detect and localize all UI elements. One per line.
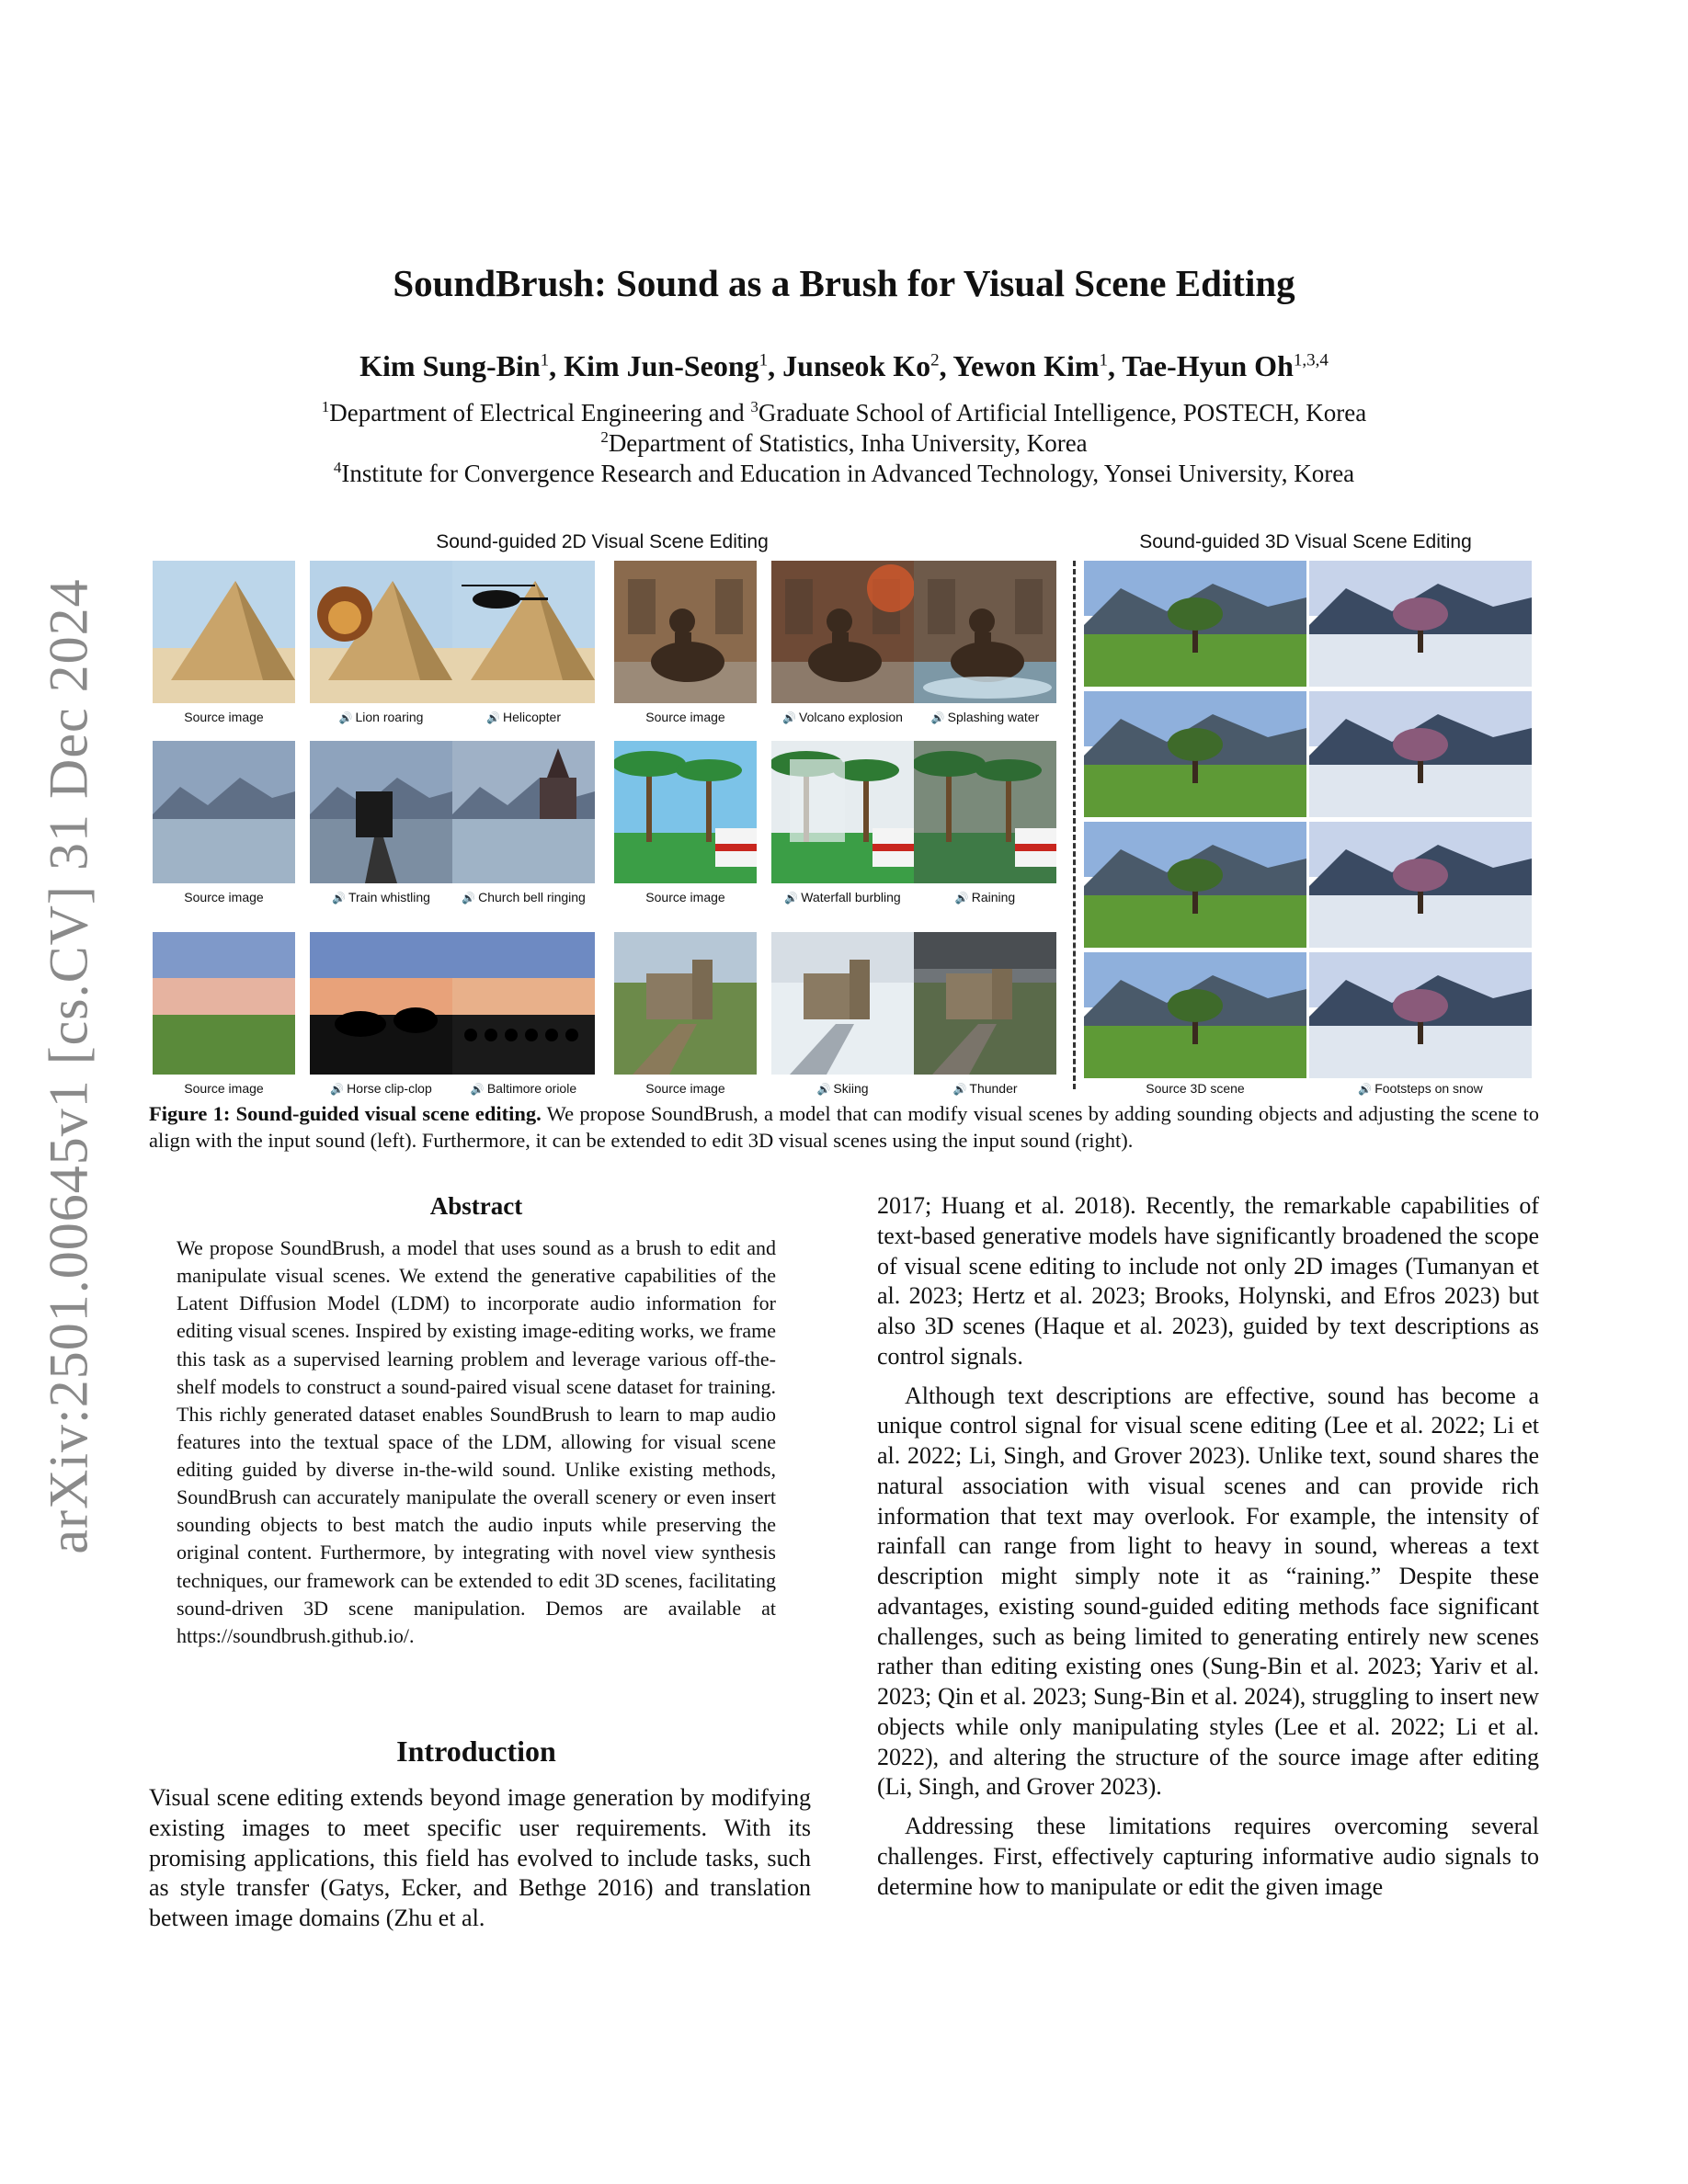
figure-image-caption-text: Train whistling — [348, 890, 430, 904]
figure-image-caption — [762, 710, 923, 724]
figure-heading-3d: Sound-guided 3D Visual Scene Editing — [1139, 531, 1472, 552]
figure-image — [914, 741, 1056, 883]
figure-image-caption-text: Lion roaring — [355, 710, 424, 724]
figure-3d-image — [1084, 561, 1306, 687]
figure-image-caption — [605, 1081, 766, 1096]
figure-image-caption — [143, 710, 304, 724]
figure-caption-text: We propose SoundBrush, a model that can modify visual scenes by adding sounding objects and adjusting the scene to align with the input sound (left). Furthermore, it can be extended to edit 3D visual scenes using the input sound (right). — [149, 1102, 1540, 1152]
figure-3d-image — [1309, 952, 1532, 1078]
speaker-icon: 🔊 — [954, 892, 969, 904]
figure-image — [914, 561, 1056, 703]
figure-heading-2d: Sound-guided 2D Visual Scene Editing — [436, 531, 769, 552]
right-column-body — [877, 1191, 1539, 1911]
figure-image — [771, 561, 914, 703]
affiliation-text: Institute for Convergence Research and Education in Advanced Technology, Yonsei University, Korea — [341, 460, 1355, 487]
speaker-icon: 🔊 — [930, 711, 945, 724]
figure-image — [153, 741, 295, 883]
paragraph: Addressing these limitations requires overcoming several challenges. First, effectively capturing informative audio signals to determine how to manipulate or edit the given image — [877, 1813, 1539, 1900]
figure-image-caption — [443, 890, 604, 904]
author-affiliation-mark: 2 — [930, 350, 940, 370]
figure-image-caption — [443, 710, 604, 724]
affiliation-text: Graduate School of Artificial Intelligence, POSTECH, Korea — [758, 399, 1367, 427]
figure-image-caption-text: Source image — [184, 1081, 264, 1096]
paper-title: SoundBrush: Sound as a Brush for Visual Scene Editing — [393, 262, 1295, 304]
arxiv-identifier-text: arXiv:2501.00645v1 [cs.CV] 31 Dec 2024 — [38, 578, 99, 1554]
figure-caption-label: Figure 1: Sound-guided visual scene editing. — [149, 1102, 542, 1125]
figure-image — [310, 741, 452, 883]
affiliation-line — [0, 459, 1688, 488]
figure-image-caption — [762, 890, 923, 904]
affiliation-line — [0, 428, 1688, 458]
figure-image-caption-text: Source image — [645, 710, 725, 724]
figure-image — [452, 741, 595, 883]
speaker-icon: 🔊 — [952, 1083, 967, 1096]
figure-image-caption-text: Thunder — [969, 1081, 1018, 1096]
figure-image-caption — [605, 890, 766, 904]
figure-image-caption-text: Source image — [645, 890, 725, 904]
introduction-body — [149, 1783, 811, 1943]
author-name: Yewon Kim — [952, 349, 1100, 382]
abstract-heading: Abstract — [429, 1192, 523, 1220]
figure-3d-image — [1309, 822, 1532, 948]
speaker-icon: 🔊 — [462, 892, 476, 904]
speaker-icon: 🔊 — [1358, 1083, 1373, 1096]
author-affiliation-mark: 1 — [758, 350, 769, 370]
affiliation-text: Department of Electrical Engineering and — [329, 399, 751, 427]
figure-image-caption-text: Source image — [184, 710, 264, 724]
figure-image-caption — [143, 1081, 304, 1096]
figure-image — [614, 561, 757, 703]
figure-image-caption-text: Splashing water — [947, 710, 1040, 724]
figure-image-caption — [301, 710, 462, 724]
affiliation-line — [0, 398, 1688, 427]
abstract-body: We propose SoundBrush, a model that uses sound as a brush to edit and manipulate visual scenes. We extend the generative capabilities of the Latent Diffusion Model (LDM) to incorporate audio information for editing visual scenes. Inspired by existing image-editing works, we frame this task as a supervised learning problem and leverage various off-the-shelf models to construct a sound-paired visual scene dataset for training. This richly generated dataset enables SoundBrush to learn to map audio features into the textual space of the LDM, allowing for visual scene editing guided by diverse in-the-wild sound. Unlike existing methods, SoundBrush can accurately manipulate the overall scenery or even insert sounding objects to best match the audio inputs while preserving the original content. Furthermore, by integrating with novel view synthesis techniques, our framework can be extended to edit 3D scenes, facilitating sound-driven 3D scene manipulation. Demos are available at https://soundbrush.github.io/. — [177, 1236, 776, 1647]
author-affiliation-mark: 1 — [540, 350, 550, 370]
figure-image — [914, 932, 1056, 1075]
figure-3d-image — [1084, 952, 1306, 1078]
figure-image-caption — [143, 890, 304, 904]
figure-image-caption-text: Horse clip-clop — [347, 1081, 432, 1096]
author-name: Kim Jun-Seong — [564, 349, 759, 382]
speaker-icon: 🔊 — [332, 892, 346, 904]
speaker-icon: 🔊 — [782, 711, 797, 724]
author-list: Kim Sung-Bin$^1$, Kim Jun-Seong$^1$, Junseok Ko$^2$, Yewon Kim$^1$, Tae-Hyun Oh$^{1,3,4}$ — [359, 349, 1329, 382]
speaker-icon: 🔊 — [470, 1083, 485, 1096]
affiliation-mark: 1 — [321, 398, 330, 415]
author-affiliation-mark: 1 — [1099, 350, 1108, 370]
author-name: Junseok Ko — [782, 349, 931, 382]
figure-image-caption — [905, 710, 1066, 724]
author-affiliation-mark: 1,3,4 — [1293, 350, 1329, 370]
figure-image-caption-text: Raining — [971, 890, 1016, 904]
figure-3d-image — [1309, 561, 1532, 687]
figure-image — [153, 932, 295, 1075]
figure-3d-caption-text: Source 3D scene — [1146, 1081, 1245, 1096]
figure-caption — [149, 1101, 1539, 1155]
figure-image — [614, 741, 757, 883]
figure-3d-caption — [1309, 1081, 1532, 1096]
figure-image-caption — [905, 890, 1066, 904]
author-name: Tae-Hyun Oh — [1122, 349, 1294, 382]
affiliation-mark: 3 — [750, 398, 758, 415]
figure-image-caption-text: Baltimore oriole — [486, 1081, 577, 1096]
figure-image-caption — [762, 1081, 923, 1096]
paragraph: 2017; Huang et al. 2018). Recently, the remarkable capabilities of text-based generative models have significantly broadened the scope of visual scene editing to include not only 2D images (Tumanyan et al. 2023; Hertz et al. 2023; Brooks, Holynski, and Efros 2023) but also 3D scenes (Haque et al. 2023), guided by text descriptions as control signals. — [877, 1192, 1539, 1370]
affiliation-mark: 4 — [333, 459, 342, 476]
figure-image — [771, 932, 914, 1075]
figure-image-caption-text: Skiing — [833, 1081, 869, 1096]
speaker-icon: 🔊 — [330, 1083, 345, 1096]
paragraph: Although text descriptions are effective, sound has become a unique control signal for visual scene editing (Lee et al. 2022; Li et al. 2022; Li, Singh, and Grover 2023). Unlike text, sound shares the natural association with visual scenes and can provide rich information that text may overlook. For example, the intensity of rainfall can range from light to heavy in sound, whereas a text description might simply note it as “raining.” Despite these advantages, existing sound-guided editing methods face significant challenges, such as being limited to generating entirely new scenes rather than editing existing ones (Sung-Bin et al. 2023; Yariv et al. 2023; Qin et al. 2023; Sung-Bin et al. 2024), struggling to insert new objects while only manipulating styles (Lee et al. 2022; Li et al. 2022), and altering the structure of the source image after editing (Li, Singh, and Grover 2023). — [877, 1382, 1539, 1801]
figure-image — [771, 741, 914, 883]
figure-image-caption-text: Helicopter — [502, 710, 561, 724]
figure-3d-caption-text: Footsteps on snow — [1374, 1081, 1483, 1096]
figure-3d-image — [1084, 822, 1306, 948]
figure-3d-image — [1309, 691, 1532, 817]
figure-3d-image — [1084, 691, 1306, 817]
figure-image-caption — [301, 890, 462, 904]
arxiv-identifier — [18, 570, 120, 1563]
figure-image-caption-text: Source image — [645, 1081, 725, 1096]
speaker-icon: 🔊 — [338, 711, 353, 724]
figure-image — [614, 932, 757, 1075]
introduction-heading: Introduction — [396, 1735, 556, 1768]
affiliation-text: Department of Statistics, Inha University, Korea — [608, 429, 1088, 457]
figure-image-caption — [605, 710, 766, 724]
speaker-icon: 🔊 — [784, 892, 799, 904]
figure-divider — [1073, 561, 1076, 1089]
affiliation-mark: 2 — [600, 428, 609, 446]
figure-image — [310, 561, 452, 703]
figure-image — [452, 932, 595, 1075]
figure-image — [153, 561, 295, 703]
figure-image-caption — [443, 1081, 604, 1096]
figure-image-caption-text: Source image — [184, 890, 264, 904]
figure-image-caption-text: Volcano explosion — [799, 710, 903, 724]
speaker-icon: 🔊 — [486, 711, 500, 724]
figure-image-caption — [905, 1081, 1066, 1096]
figure-image-caption-text: Waterfall burbling — [801, 890, 901, 904]
figure-image-caption-text: Church bell ringing — [478, 890, 586, 904]
speaker-icon: 🔊 — [816, 1083, 831, 1096]
figure-image — [452, 561, 595, 703]
paragraph: Visual scene editing extends beyond image generation by modifying existing images to meet specific user requirements. With its promising applications, this field has evolved to include tasks, such as style transfer (Gatys, Ecker, and Bethge 2016) and translation between image domains (Zhu et al. — [149, 1784, 811, 1931]
author-name: Kim Sung-Bin — [359, 349, 541, 382]
figure-3d-caption — [1084, 1081, 1306, 1096]
figure-image — [310, 932, 452, 1075]
figure-image-caption — [301, 1081, 462, 1096]
